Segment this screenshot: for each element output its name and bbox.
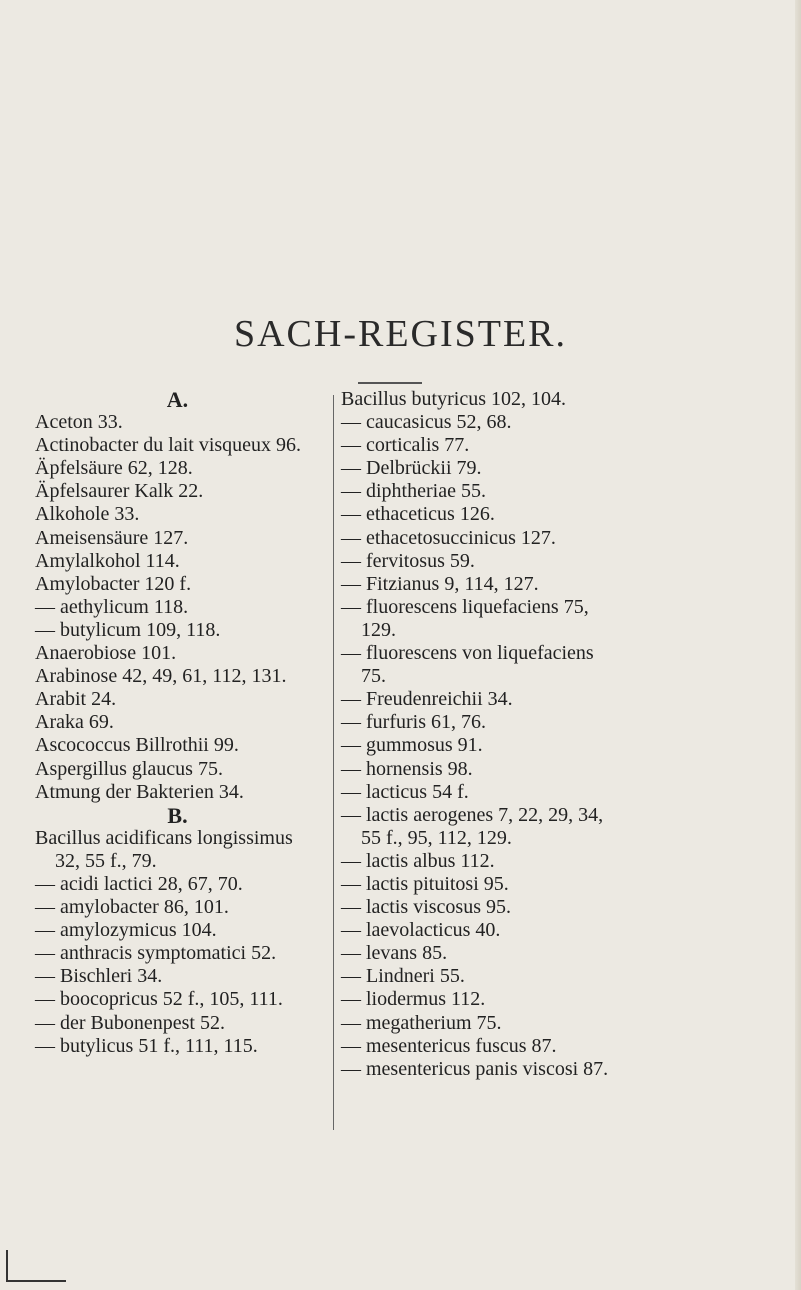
index-entry: Atmung der Bakterien 34. (35, 780, 244, 803)
index-entry: — amylobacter 86, 101. (35, 896, 229, 919)
page-edge (795, 0, 801, 1290)
index-entry: — gummosus 91. (341, 734, 483, 757)
index-entry: — der Bubonenpest 52. (35, 1011, 225, 1034)
index-entry-continuation: 32, 55 f., 79. (55, 849, 157, 872)
index-entry: — anthracis symptomatici 52. (35, 942, 277, 965)
index-entry: Aceton 33. (35, 411, 123, 434)
index-entry: Arabinose 42, 49, 61, 112, 131. (35, 665, 287, 688)
index-entry: — caucasicus 52, 68. (341, 411, 512, 434)
index-entry: — ethaceticus 126. (341, 503, 495, 526)
index-entry: — Lindneri 55. (341, 965, 465, 988)
index-column-left (35, 388, 320, 1058)
index-entry: — amylozymicus 104. (35, 919, 217, 942)
section-letter: A. (166, 387, 189, 412)
section-letter: B. (167, 802, 188, 828)
index-entry: — lactis aerogenes 7, 22, 29, 34, (341, 803, 604, 826)
index-entry: — butylicus 51 f., 111, 115. (35, 1034, 258, 1057)
index-entry: — acidi lactici 28, 67, 70. (35, 872, 243, 895)
index-entry: — fervitosus 59. (341, 549, 475, 572)
index-entry: Ascococcus Billrothii 99. (35, 734, 239, 757)
index-entry-continuation: 75. (361, 665, 386, 688)
index-entry: — lacticus 54 f. (341, 780, 469, 803)
index-entry: — liodermus 112. (341, 988, 486, 1011)
index-entry: — hornensis 98. (341, 757, 473, 780)
index-entry-continuation: 129. (361, 618, 396, 641)
index-entry: Amylalkohol 114. (35, 549, 180, 572)
index-entry: — Fitzianus 9, 114, 127. (341, 572, 539, 595)
index-entry: Äpfelsäure 62, 128. (35, 457, 193, 480)
index-entry: Aspergillus glaucus 75. (35, 757, 223, 780)
index-entry: — megatherium 75. (341, 1011, 502, 1034)
index-entry: — mesentericus panis viscosi 87. (341, 1057, 609, 1080)
index-entry: Araka 69. (35, 711, 114, 734)
index-entry: — ethacetosuccinicus 127. (341, 526, 556, 549)
column-divider (333, 395, 334, 1130)
index-entry: — fluorescens liquefaciens 75, (341, 595, 589, 618)
index-entry: — lactis albus 112. (341, 849, 495, 872)
index-entry: — boocopricus 52 f., 105, 111. (35, 988, 283, 1011)
page-title: SACH-REGISTER. (233, 313, 568, 355)
index-entry: — Delbrückii 79. (341, 457, 482, 480)
index-entry: — Bischleri 34. (35, 965, 163, 988)
index-entry: Bacillus acidificans longissimus (35, 826, 293, 849)
index-entry: Alkohole 33. (35, 503, 140, 526)
index-entry: — fluorescens von liquefaciens (341, 642, 594, 665)
index-entry: Actinobacter du lait visqueux 96. (35, 434, 302, 457)
index-entry-continuation: 55 f., 95, 112, 129. (361, 826, 512, 849)
index-column-right (341, 388, 793, 1081)
index-entry: — mesentericus fuscus 87. (341, 1034, 557, 1057)
index-entry: Amylobacter 120 f. (35, 572, 192, 595)
index-entry: — Freudenreichii 34. (341, 688, 513, 711)
index-entry: — lactis viscosus 95. (341, 896, 511, 919)
index-entry: — lactis pituitosi 95. (341, 872, 509, 895)
index-entry: — diphtheriae 55. (341, 480, 486, 503)
title-rule (358, 382, 422, 384)
index-entry: Arabit 24. (35, 688, 117, 711)
index-entry: Anaerobiose 101. (35, 642, 177, 665)
index-entry: — corticalis 77. (341, 434, 470, 457)
index-entry: Äpfelsaurer Kalk 22. (35, 480, 204, 503)
index-entry: — levans 85. (341, 942, 448, 965)
index-entry: Ameisensäure 127. (35, 526, 189, 549)
index-entry: — furfuris 61, 76. (341, 711, 486, 734)
index-entry: Bacillus butyricus 102, 104. (341, 388, 566, 410)
index-entry: — aethylicum 118. (35, 595, 189, 618)
index-entry: — laevolacticus 40. (341, 919, 501, 942)
index-entry: — butylicum 109, 118. (35, 618, 221, 641)
corner-mark (6, 1250, 66, 1282)
